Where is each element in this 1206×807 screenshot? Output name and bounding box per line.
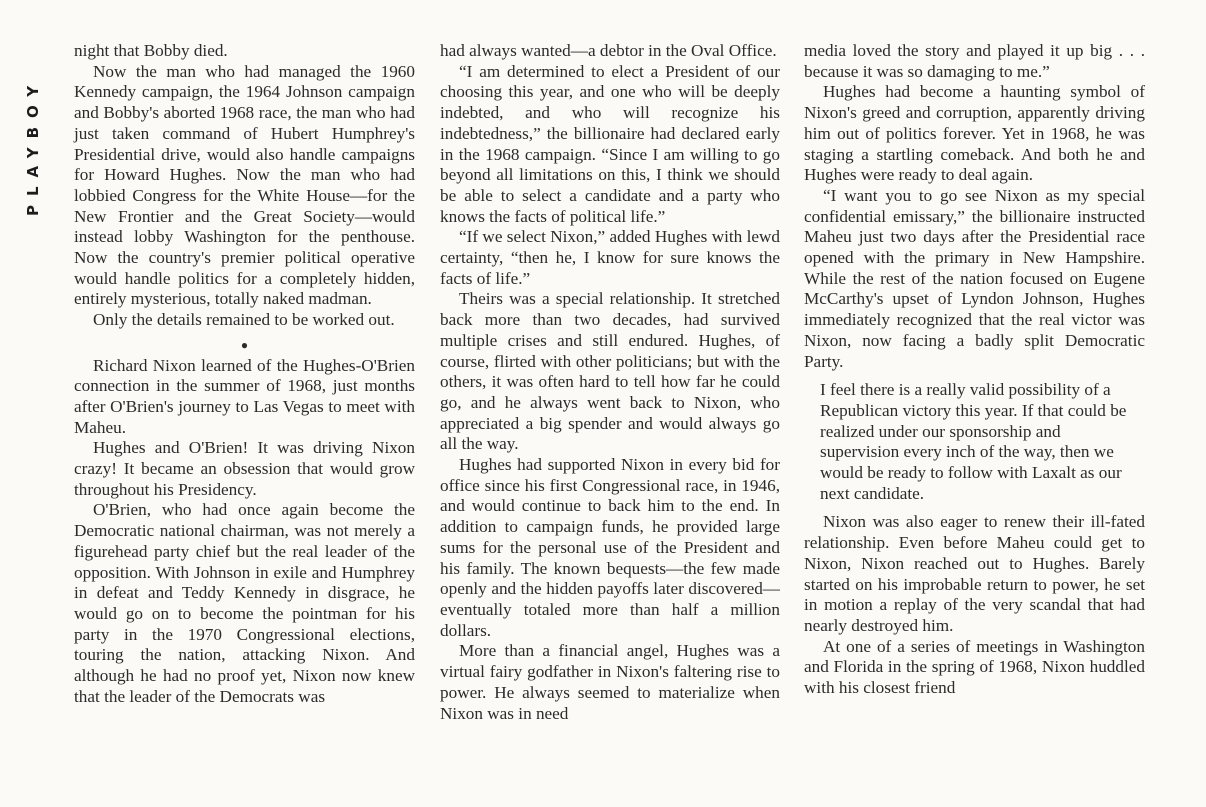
running-head [22,44,46,224]
paragraph: Only the details remained to be worked out. [93,310,395,330]
paragraph: Hughes had supported Nixon in every bid for office since his first Congressional race, in 1946, and would continue to back him to the end. In addition to campaign funds, he provided large sums for the personal use of the President and his family. The known bequests—the few made openly and the hidden payoffs later discovered—eventually totaled more than half a million dollars. [440,455,780,640]
section-separator: ● [240,337,249,352]
quote-text: I feel there is a really valid possibility of a Republican victory this year. If that could be realized under our sponsorship and supervision every inch of the way, then we would be ready to follow with Laxalt as our next candidate. [820,380,1127,503]
text-column-2 [440,41,780,724]
magazine-name: PLAYBOY [24,76,42,216]
paragraph: Hughes had become a haunting symbol of Nixon's greed and corruption, apparently driving him out of politics forever. Yet in 1968, he was staging a startling comeback. And both he and Hughes were ready to deal again. [804,82,1145,185]
paragraph: More than a financial angel, Hughes was a virtual fairy godfather in Nixon's faltering rise to power. He always seemed to materialize when Nixon was in need [440,641,780,723]
paragraph: media loved the story and played it up big . . . because it was so damaging to me.” [804,41,1145,81]
paragraph: Now the man who had managed the 1960 Kennedy campaign, the 1964 Johnson campaign and Bobby's aborted 1968 race, the man who had just taken command of Hubert Humphrey's Presidential drive, would also handle campaigns for Howard Hughes. Now the man who had lobbied Congress for the White House—for the New Frontier and the Great Society—would instead lobby Washington for the penthouse. Now the country's premier political operative would handle politics for a completely hidden, entirely mysterious, totally naked madman. [74,61,415,309]
paragraph: night that Bobby died. [74,41,228,60]
text-column-3 [804,41,1145,699]
block-quote [820,380,1131,504]
paragraph: “If we select Nixon,” added Hughes with lewd certainty, “then he, I know for sure knows the facts of life.” [440,227,780,288]
paragraph: Richard Nixon learned of the Hughes-O'Brien connection in the summer of 1968, just months after O'Brien's journey to Las Vegas to meet with Maheu. [74,355,415,437]
paragraph: Hughes and O'Brien! It was driving Nixon crazy! It became an obsession that would grow throughout his Presidency. [74,438,415,499]
paragraph: Theirs was a special relationship. It stretched back more than two decades, had survived multiple crises and still endured. Hughes, of course, flirted with other politicians; but with the others, it was often hard to tell how far he could go, and he always went back to Nixon, who appreciated a big spender and would always go all the way. [440,289,780,454]
paragraph: “I am determined to elect a President of our choosing this year, and one who will be deeply indebted, and who will recognize his indebtedness,” the billionaire had declared early in the 1968 campaign. “Since I am willing to go beyond all limitations on this, I think we should be able to select a candidate and a party who knows the facts of political life.” [440,61,780,226]
paragraph: At one of a series of meetings in Washington and Florida in the spring of 1968, Nixon huddled with his closest friend [804,636,1145,698]
text-column-1 [74,41,415,707]
paragraph: Nixon was also eager to renew their ill-fated relationship. Even before Maheu could get to Nixon, Nixon reached out to Hughes. Barely started on his improbable return to power, he set in motion a replay of the very scandal that had nearly destroyed him. [804,512,1145,635]
paragraph: “I want you to go see Nixon as my special confidential emissary,” the billionaire instructed Maheu just two days after the Presidential race opened with the primary in New Hampshire. While the rest of the nation focused on Eugene McCarthy's upset of Lyndon Johnson, Hughes immediately recognized that the real victor was Nixon, now facing a badly split Democratic Party. [804,185,1145,371]
paragraph: had always wanted—a debtor in the Oval Office. [440,41,777,60]
paragraph: O'Brien, who had once again become the Democratic national chairman, was not merely a figurehead party chief but the real leader of the opposition. With Johnson in exile and Humphrey in defeat and Teddy Kennedy in disgrace, he would go on to become the pointman for his party in the 1970 Congressional elections, touring the nation, attacking Nixon. And although he had no proof yet, Nixon now knew that the leader of the Democrats was [74,500,415,706]
